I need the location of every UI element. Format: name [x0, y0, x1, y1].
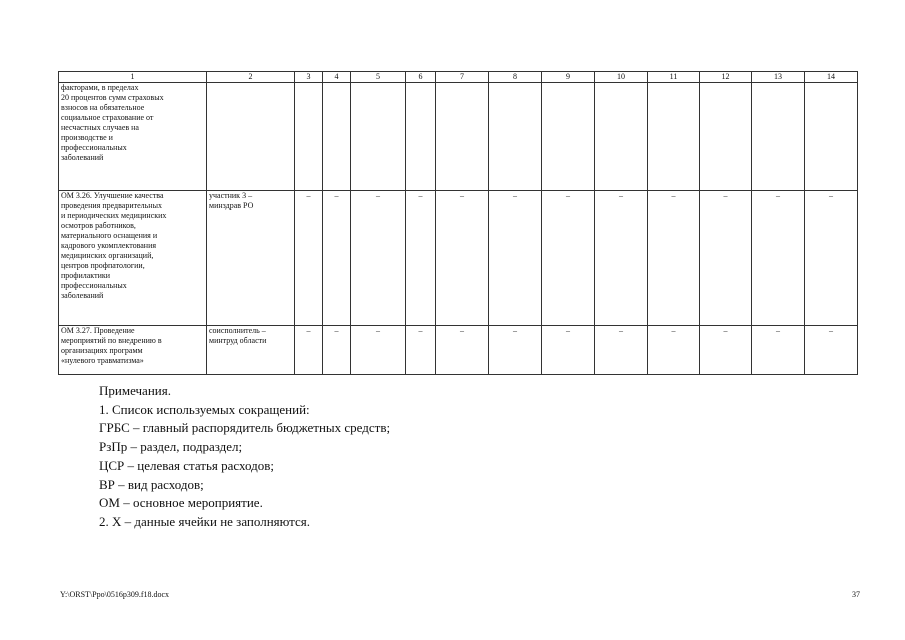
- measure-description: ОМ 3.27. Проведение мероприятий по внедрению в организациях программ «нулевого травматизма»: [59, 326, 207, 375]
- notes-item: РзПр – раздел, подраздел;: [99, 439, 243, 455]
- table-cell: [406, 83, 436, 191]
- table-cell: –: [351, 191, 406, 326]
- measure-description: факторами, в пределах 20 процентов сумм страховых взносов на обязательное социальное страхование от несчастных случаев на производстве и профессиональных заболеваний: [59, 83, 207, 191]
- table-cell: –: [323, 191, 351, 326]
- table-row: [59, 191, 858, 326]
- table-cell: [295, 83, 323, 191]
- notes-item: ОМ – основное мероприятие.: [99, 495, 263, 511]
- table-row: [59, 83, 858, 191]
- table-cell: –: [752, 191, 805, 326]
- responsible-party: участник 3 – минздрав РО: [207, 191, 295, 326]
- notes-item: ЦСР – целевая статья расходов;: [99, 457, 274, 473]
- table-cell: [752, 83, 805, 191]
- table-cell: –: [351, 326, 406, 375]
- notes-section: [99, 382, 390, 532]
- table-cell: –: [406, 191, 436, 326]
- column-number: 9: [542, 72, 595, 83]
- column-number: 13: [752, 72, 805, 83]
- file-path: Y:\ORST\Ppo\0516p309.f18.docx: [60, 590, 170, 599]
- page-number: 37: [852, 590, 860, 599]
- column-number: 4: [323, 72, 351, 83]
- notes-item: ГРБС – главный распорядитель бюджетных средств;: [99, 420, 391, 436]
- table-cell: –: [805, 191, 858, 326]
- column-number: 11: [648, 72, 700, 83]
- column-number: 7: [436, 72, 489, 83]
- table-cell: –: [805, 326, 858, 375]
- table-cell: [351, 83, 406, 191]
- table-cell: –: [323, 326, 351, 375]
- column-number: 5: [351, 72, 406, 83]
- table-cell: –: [295, 191, 323, 326]
- column-number: 14: [805, 72, 858, 83]
- table-cell: –: [295, 326, 323, 375]
- table-cell: –: [436, 191, 489, 326]
- table-cell: [542, 83, 595, 191]
- notes-item: ВР – вид расходов;: [99, 476, 204, 492]
- notes-item: 2. Х – данные ячейки не заполняются.: [99, 513, 311, 529]
- table-cell: [805, 83, 858, 191]
- column-number: 2: [207, 72, 295, 83]
- column-number: 6: [406, 72, 436, 83]
- table-cell: –: [542, 191, 595, 326]
- column-number: 12: [700, 72, 752, 83]
- column-number: 8: [489, 72, 542, 83]
- table-cell: –: [489, 191, 542, 326]
- table-cell: –: [595, 191, 648, 326]
- table-cell: –: [700, 326, 752, 375]
- responsible-party: [207, 83, 295, 191]
- table-cell: –: [700, 191, 752, 326]
- measure-description: ОМ 3.26. Улучшение качества проведения предварительных и периодических медицинских осмотров работников, материального оснащения и кадрового укомплектования медицинских организаций, центров профпатологии, профилактики профессиональных заболеваний: [59, 191, 207, 326]
- table-cell: [700, 83, 752, 191]
- table-cell: [648, 83, 700, 191]
- column-number: 3: [295, 72, 323, 83]
- table-cell: [489, 83, 542, 191]
- column-number-row: [59, 72, 858, 83]
- table-cell: [595, 83, 648, 191]
- notes-item: 1. Список используемых сокращений:: [99, 401, 310, 417]
- table-cell: [323, 83, 351, 191]
- table-cell: –: [489, 326, 542, 375]
- table-row: [59, 326, 858, 375]
- column-number: 1: [59, 72, 207, 83]
- table-cell: –: [648, 326, 700, 375]
- table-cell: –: [595, 326, 648, 375]
- table-cell: –: [752, 326, 805, 375]
- notes-heading: Примечания.: [99, 383, 171, 398]
- column-number: 10: [595, 72, 648, 83]
- table-cell: –: [542, 326, 595, 375]
- table-cell: [436, 83, 489, 191]
- table-cell: –: [436, 326, 489, 375]
- table-cell: –: [406, 326, 436, 375]
- responsible-party: соисполнитель – минтруд области: [207, 326, 295, 375]
- program-table: [58, 71, 858, 375]
- table-cell: –: [648, 191, 700, 326]
